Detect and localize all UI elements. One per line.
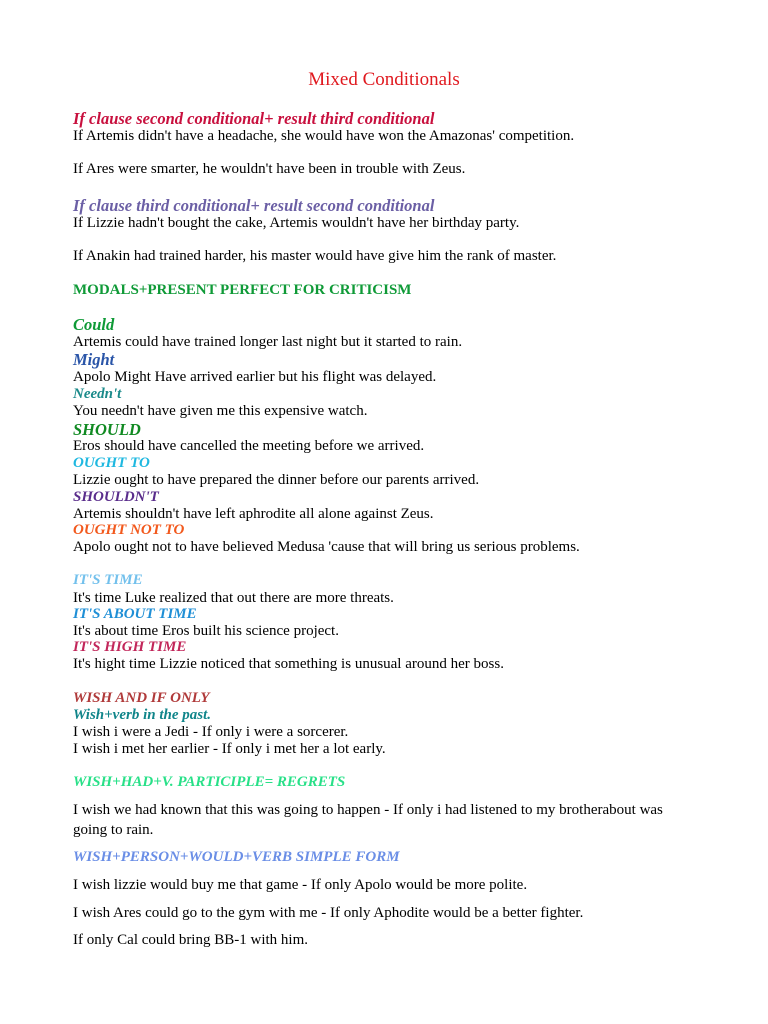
example-paragraph: I wish we had known that this was going to happen - If only i had listened to my brotherabout was going to rain. [73, 802, 663, 838]
modal-label-should: SHOULD [73, 420, 141, 439]
section-heading-wish: WISH AND IF ONLY [73, 690, 210, 706]
modal-example: Lizzie ought to have prepared the dinner before our parents arrived. [73, 472, 480, 488]
time-label-about-time: IT'S ABOUT TIME [73, 606, 197, 622]
time-label-high-time: IT'S HIGH TIME [73, 639, 187, 655]
example-line: If Ares were smarter, he wouldn't have been in trouble with Zeus. [73, 161, 466, 177]
example-line: I wish lizzie would buy me that game - If only Apolo would be more polite. [73, 877, 528, 893]
wish-subheading: Wish+verb in the past. [73, 707, 212, 723]
example-line: If Artemis didn't have a headache, she would have won the Amazonas' competition. [73, 128, 575, 144]
example-line: I wish i met her earlier - If only i met her a lot early. [73, 741, 386, 757]
time-example: It's about time Eros built his science project. [73, 623, 339, 639]
modal-label-could: Could [73, 315, 115, 334]
modal-label-ought-not-to: OUGHT NOT TO [73, 522, 185, 538]
example-line: I wish Ares could go to the gym with me - If only Aphodite would be a better fighter. [73, 905, 584, 921]
modal-example: Apolo Might Have arrived earlier but his flight was delayed. [73, 369, 437, 385]
modal-example: Eros should have cancelled the meeting before we arrived. [73, 438, 425, 454]
time-example: It's hight time Lizzie noticed that something is unusual around her boss. [73, 656, 504, 672]
modal-example: Artemis shouldn't have left aphrodite all alone against Zeus. [73, 506, 434, 522]
example-line: If Anakin had trained harder, his master would have give him the rank of master. [73, 248, 557, 264]
modal-label-shouldnt: SHOULDN'T [73, 489, 159, 505]
time-label-its-time: IT'S TIME [73, 572, 143, 588]
section-heading-mixed1: If clause second conditional+ result third conditional [73, 109, 435, 128]
modal-label-neednt: Needn't [73, 386, 122, 402]
section-heading-modals: MODALS+PRESENT PERFECT FOR CRITICISM [73, 282, 412, 298]
modal-example: Artemis could have trained longer last night but it started to rain. [73, 334, 463, 350]
modal-label-ought-to: OUGHT TO [73, 455, 150, 471]
modal-example: Apolo ought not to have believed Medusa 'cause that will bring us serious problems. [73, 539, 580, 555]
example-line: If only Cal could bring BB-1 with him. [73, 932, 308, 948]
section-heading-mixed2: If clause third conditional+ result second conditional [73, 196, 435, 215]
example-line: I wish i were a Jedi - If only i were a sorcerer. [73, 724, 349, 740]
section-heading-would: WISH+PERSON+WOULD+VERB SIMPLE FORM [73, 849, 400, 865]
page-title: Mixed Conditionals [308, 69, 460, 90]
modal-label-might: Might [73, 350, 115, 369]
time-example: It's time Luke realized that out there are more threats. [73, 590, 394, 606]
modal-example: You needn't have given me this expensive watch. [73, 403, 368, 419]
section-heading-regrets: WISH+HAD+V. PARTICIPLE= REGRETS [73, 774, 346, 790]
example-line: If Lizzie hadn't bought the cake, Artemis wouldn't have her birthday party. [73, 215, 520, 231]
